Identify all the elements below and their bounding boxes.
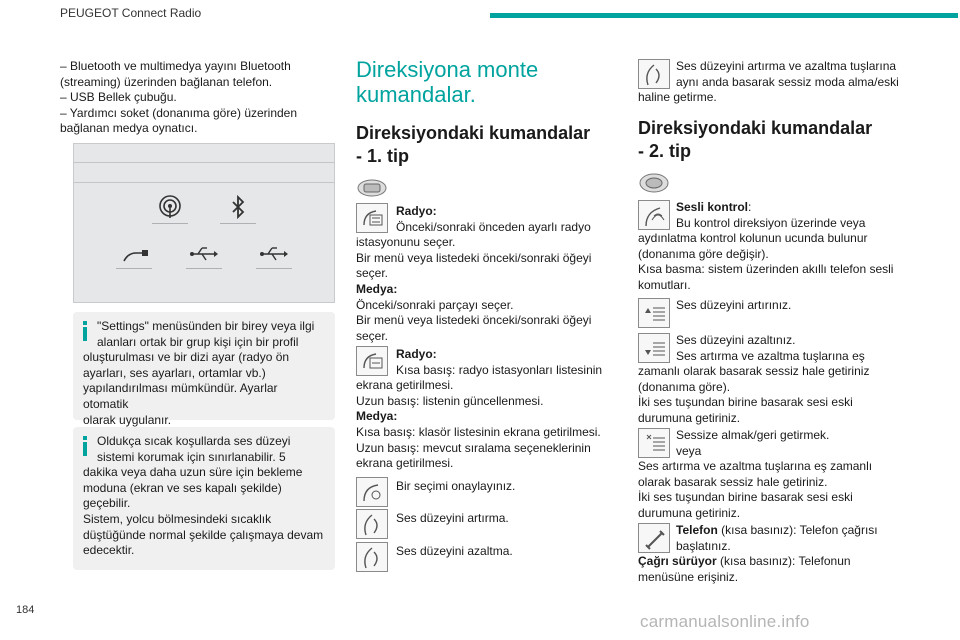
note-text: düştüğünde normal şekilde çalışmaya devam (83, 527, 324, 542)
list-item: – Bluetooth ve multimedya yayını Bluetooth (60, 59, 291, 73)
desc-line: İki ses tuşundan birine basarak sesi eski (638, 395, 853, 410)
icon-underline (152, 223, 188, 224)
icon-underline (186, 268, 222, 269)
label-radyo: Radyo: (396, 347, 437, 361)
media-sources-list (60, 59, 330, 137)
desc-line: Ses artırma ve azaltma tuşlarına eş (676, 348, 865, 363)
phone-text (638, 523, 908, 585)
icon-underline (220, 223, 256, 224)
desc-line: Uzun basış: mevcut sıralama seçeneklerinin (356, 440, 591, 455)
info-icon (83, 436, 87, 456)
watermark: carmanualsonline.info (640, 612, 810, 631)
mute-text (638, 428, 908, 522)
confirm-button-icon (356, 477, 388, 507)
list-item: – USB Bellek çubuğu. (60, 90, 177, 105)
list-item: – Yardımcı soket (donanıma göre) üzerinden (60, 105, 298, 120)
subsection-title-line: - 1. tip (356, 146, 409, 166)
wifi-icon (152, 194, 188, 224)
aux-cable-icon (116, 239, 152, 269)
desc-line: İki ses tuşundan birine basarak sesi eski (638, 490, 853, 505)
desc-line: veya (676, 443, 702, 458)
note-text: dakika veya daha uzun süre için bekleme (83, 465, 303, 480)
volume-down-text (638, 333, 908, 427)
desc-line: olarak basarak sessiz hale getiriniz. (638, 474, 828, 489)
desc-line: istasyonunu seçer. (356, 235, 456, 250)
voice-control-text (638, 200, 908, 294)
desc-line: Önceki/sonraki parçayı seçer. (356, 297, 514, 312)
desc-line: Sessize almak/geri getirmek. (676, 428, 830, 442)
label-voice: Sesli kontrol (676, 200, 749, 214)
desc-line: komutları. (638, 277, 691, 292)
header-accent-bar (490, 13, 958, 18)
info-note-profiles (73, 312, 335, 427)
steering-controls-type1-icon (356, 178, 388, 198)
desc-line: Bir menü veya listedeki önceki/sonraki öğeyi (356, 250, 592, 265)
desc-line: haline getirme. (638, 90, 717, 105)
icon-underline (256, 268, 292, 269)
note-text: alanları ortak bir grup kişi için bir profil (97, 334, 299, 349)
desc-line: Kısa basış: radyo istasyonları listesinin (396, 362, 603, 377)
volume-up-icon (356, 509, 388, 539)
subsection-title-line: - 2. tip (638, 141, 691, 161)
label-call-in-progress: Çağrı sürüyor (638, 554, 717, 569)
note-text: Sistem, yolcu bölmesindeki sıcaklık (83, 511, 272, 526)
section-title-line: Direksiyona monte (356, 57, 539, 82)
desc-line: (kısa basınız): Telefon çağrısı (717, 523, 878, 537)
note-text: sistemi korumak için sınırlanabilir. 5 (97, 449, 286, 464)
screen-divider (74, 162, 334, 163)
volume-up-button-icon (638, 298, 670, 328)
bluetooth-icon (220, 194, 256, 224)
volume-down-icon (356, 542, 388, 572)
subsection-title-line: Direksiyondaki kumandalar (356, 123, 591, 143)
type1-radio-media-text (356, 204, 616, 344)
desc-line: başlatınız. (676, 538, 731, 553)
desc-line: Kısa basma: sistem üzerinden akıllı telefon sesli (638, 262, 894, 277)
desc-line: seçer. (356, 328, 389, 343)
section-title (356, 57, 616, 107)
note-text: ayarları, ses ayarları, ortamlar vb.) (83, 365, 266, 380)
volume-up-text: Ses düzeyini artırınız. (676, 298, 792, 312)
usb-icon (256, 239, 292, 269)
icon-underline (116, 268, 152, 269)
info-icon (83, 321, 87, 341)
desc-line: zamanlı olarak basarak sessiz hale getiriniz (638, 364, 870, 379)
desc-line: Bu kontrol direksiyon üzerinde veya (676, 215, 866, 230)
section-title-line: kumandalar. (356, 82, 476, 107)
type1-list-text (356, 347, 616, 472)
running-header: PEUGEOT Connect Radio (60, 6, 202, 20)
desc-line: ekrana getirilmesi. (356, 378, 454, 393)
connections-screen-illustration (73, 143, 335, 303)
note-text: Oldukça sıcak koşullarda ses düzeyi (97, 434, 291, 448)
label-colon: : (748, 200, 752, 214)
steering-controls-type2-icon (638, 172, 670, 194)
mute-intro-text (638, 59, 908, 106)
desc-line: (donanıma göre). (638, 379, 731, 394)
note-text: yapılandırılması mümkündür. Ayarlar otomatik (83, 381, 278, 411)
desc-line: durumuna getiriniz. (638, 410, 741, 425)
note-text: moduna (ekran ve ses kapalı şekilde) (83, 480, 282, 495)
subsection-title (356, 122, 616, 168)
desc-line: (donanıma göre değişir). (638, 246, 769, 261)
list-item: bağlanan medya oynatıcı. (60, 121, 198, 136)
desc-line: Önceki/sonraki önceden ayarlı radyo (396, 219, 591, 234)
page-number: 184 (16, 604, 35, 616)
desc-line: Uzun basış: listenin güncellenmesi. (356, 393, 544, 408)
desc-line: durumuna getiriniz. (638, 505, 741, 520)
desc-line: Ses artırma ve azaltma tuşlarına eş zamanlı (638, 459, 873, 474)
usb-icon (186, 239, 222, 269)
label-medya: Medya: (356, 281, 398, 296)
label-radyo: Radyo: (396, 204, 437, 218)
desc-line: menüsüne erişiniz. (638, 569, 739, 584)
desc-line: (kısa basınız): Telefonun (716, 554, 851, 569)
note-text: olarak uygulanır. (83, 412, 172, 427)
subsection-title-line: Direksiyondaki kumandalar (638, 118, 873, 138)
subsection-title (638, 117, 908, 163)
desc-line: Ses düzeyini artırma ve azaltma tuşlarına (676, 59, 897, 73)
label-medya: Medya: (356, 409, 398, 424)
desc-line: Kısa basış: klasör listesinin ekrana getirilmesi. (356, 424, 601, 439)
desc-line: Ses düzeyini azaltınız. (676, 333, 796, 347)
label-telefon: Telefon (676, 523, 718, 537)
desc-line: seçer. (356, 266, 389, 281)
note-text: geçebilir. (83, 496, 131, 511)
info-note-temperature (73, 427, 335, 570)
desc-line: aydınlatma kontrol kolunun ucunda bulunur (638, 231, 868, 246)
note-text: oluşturulması ve bir dizi ayar (radyo ön (83, 350, 290, 365)
list-item: (streaming) üzerinden bağlanan telefon. (60, 74, 273, 89)
desc-line: aynı anda basarak sessiz moda alma/eski (676, 74, 899, 89)
desc-line: Bir menü veya listedeki önceki/sonraki öğeyi (356, 313, 592, 328)
note-text: edecektir. (83, 543, 135, 558)
note-text: "Settings" menüsünden bir birey veya ilgi (97, 319, 315, 333)
volume-up-text: Ses düzeyini artırma. (396, 511, 509, 525)
confirm-text: Bir seçimi onaylayınız. (396, 479, 516, 493)
screen-divider (74, 182, 334, 183)
volume-down-text: Ses düzeyini azaltma. (396, 544, 513, 558)
desc-line: ekrana getirilmesi. (356, 456, 454, 471)
